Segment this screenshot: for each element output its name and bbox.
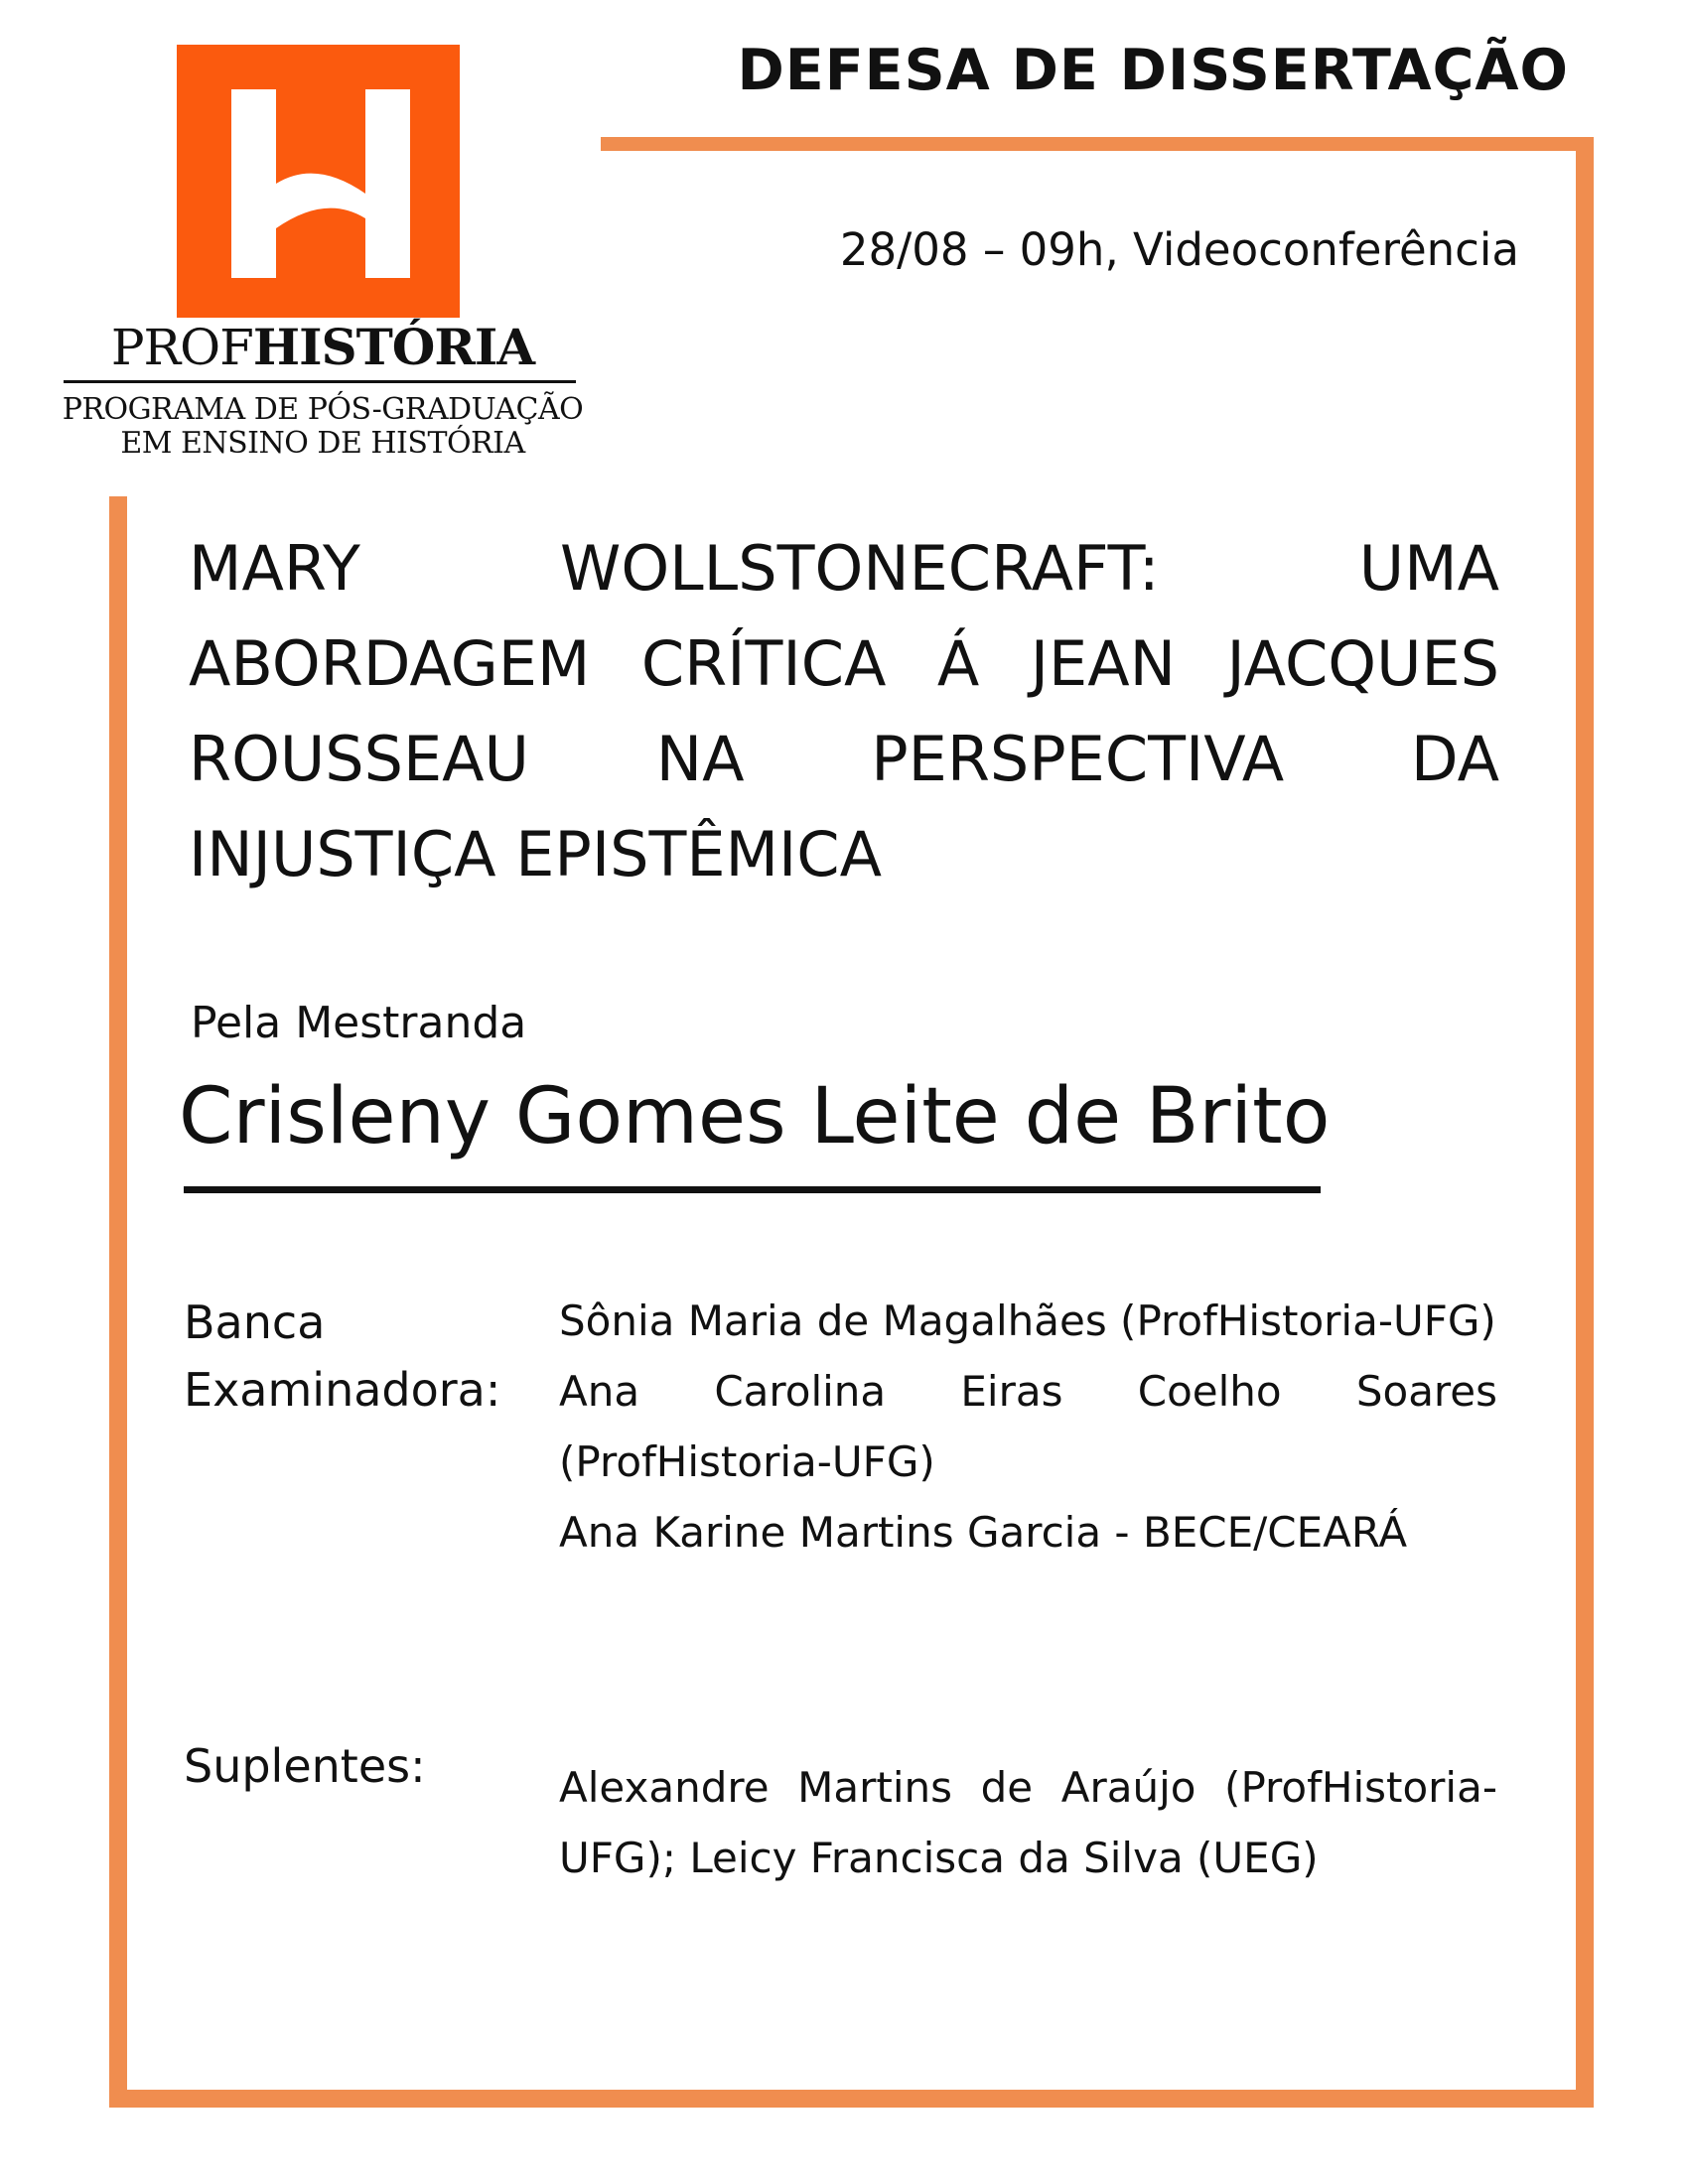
logo-box xyxy=(177,45,460,318)
alternate-members-text: Alexandre Martins de Araújo (ProfHistoria-UFG); Leicy Francisca da Silva (UEG) xyxy=(559,1763,1497,1882)
frame-left-line xyxy=(109,496,127,2108)
frame-top-line xyxy=(601,137,1594,151)
board-member: Sônia Maria de Magalhães (ProfHistoria-UFG) xyxy=(559,1297,1496,1345)
board-member: Ana Karine Martins Garcia - BECE/CEARÁ xyxy=(559,1508,1408,1557)
frame-right-line xyxy=(1576,137,1594,2108)
board-members xyxy=(559,1286,1497,1568)
name-underline xyxy=(184,1186,1321,1193)
board-member: Ana Carolina Eiras Coelho Soares (ProfHistoria-UFG) xyxy=(559,1367,1497,1486)
brand-subtitle-line2: EM ENSINO DE HISTÓRIA xyxy=(120,426,525,461)
document-type-heading: DEFESA DE DISSERTAÇÃO xyxy=(737,38,1569,103)
alternates-label: Suplentes: xyxy=(184,1739,426,1793)
candidate-label: Pela Mestranda xyxy=(191,998,527,1048)
brand-name xyxy=(60,318,586,376)
brand-subtitle-line1: PROGRAMA DE PÓS-GRADUAÇÃO xyxy=(62,392,584,427)
brand-divider xyxy=(64,380,576,383)
dissertation-title: MARY WOLLSTONECRAFT: UMA ABORDAGEM CRÍTICA Á JEAN JACQUES ROUSSEAU NA PERSPECTIVA DA INJUSTIÇA EPISTÊMICA xyxy=(189,532,1499,890)
h-logo-icon xyxy=(177,45,460,318)
brand-bold: HISTÓRIA xyxy=(252,318,535,376)
board-label: Banca Examinadora: xyxy=(184,1296,501,1417)
candidate-name: Crisleny Gomes Leite de Brito xyxy=(179,1072,1331,1161)
alternates-members xyxy=(559,1752,1497,1893)
brand-regular: PROF xyxy=(110,319,253,376)
date-time-location: 28/08 – 09h, Videoconferência xyxy=(839,223,1519,276)
brand-subtitle xyxy=(60,393,586,461)
frame-bottom-line xyxy=(109,2090,1594,2108)
